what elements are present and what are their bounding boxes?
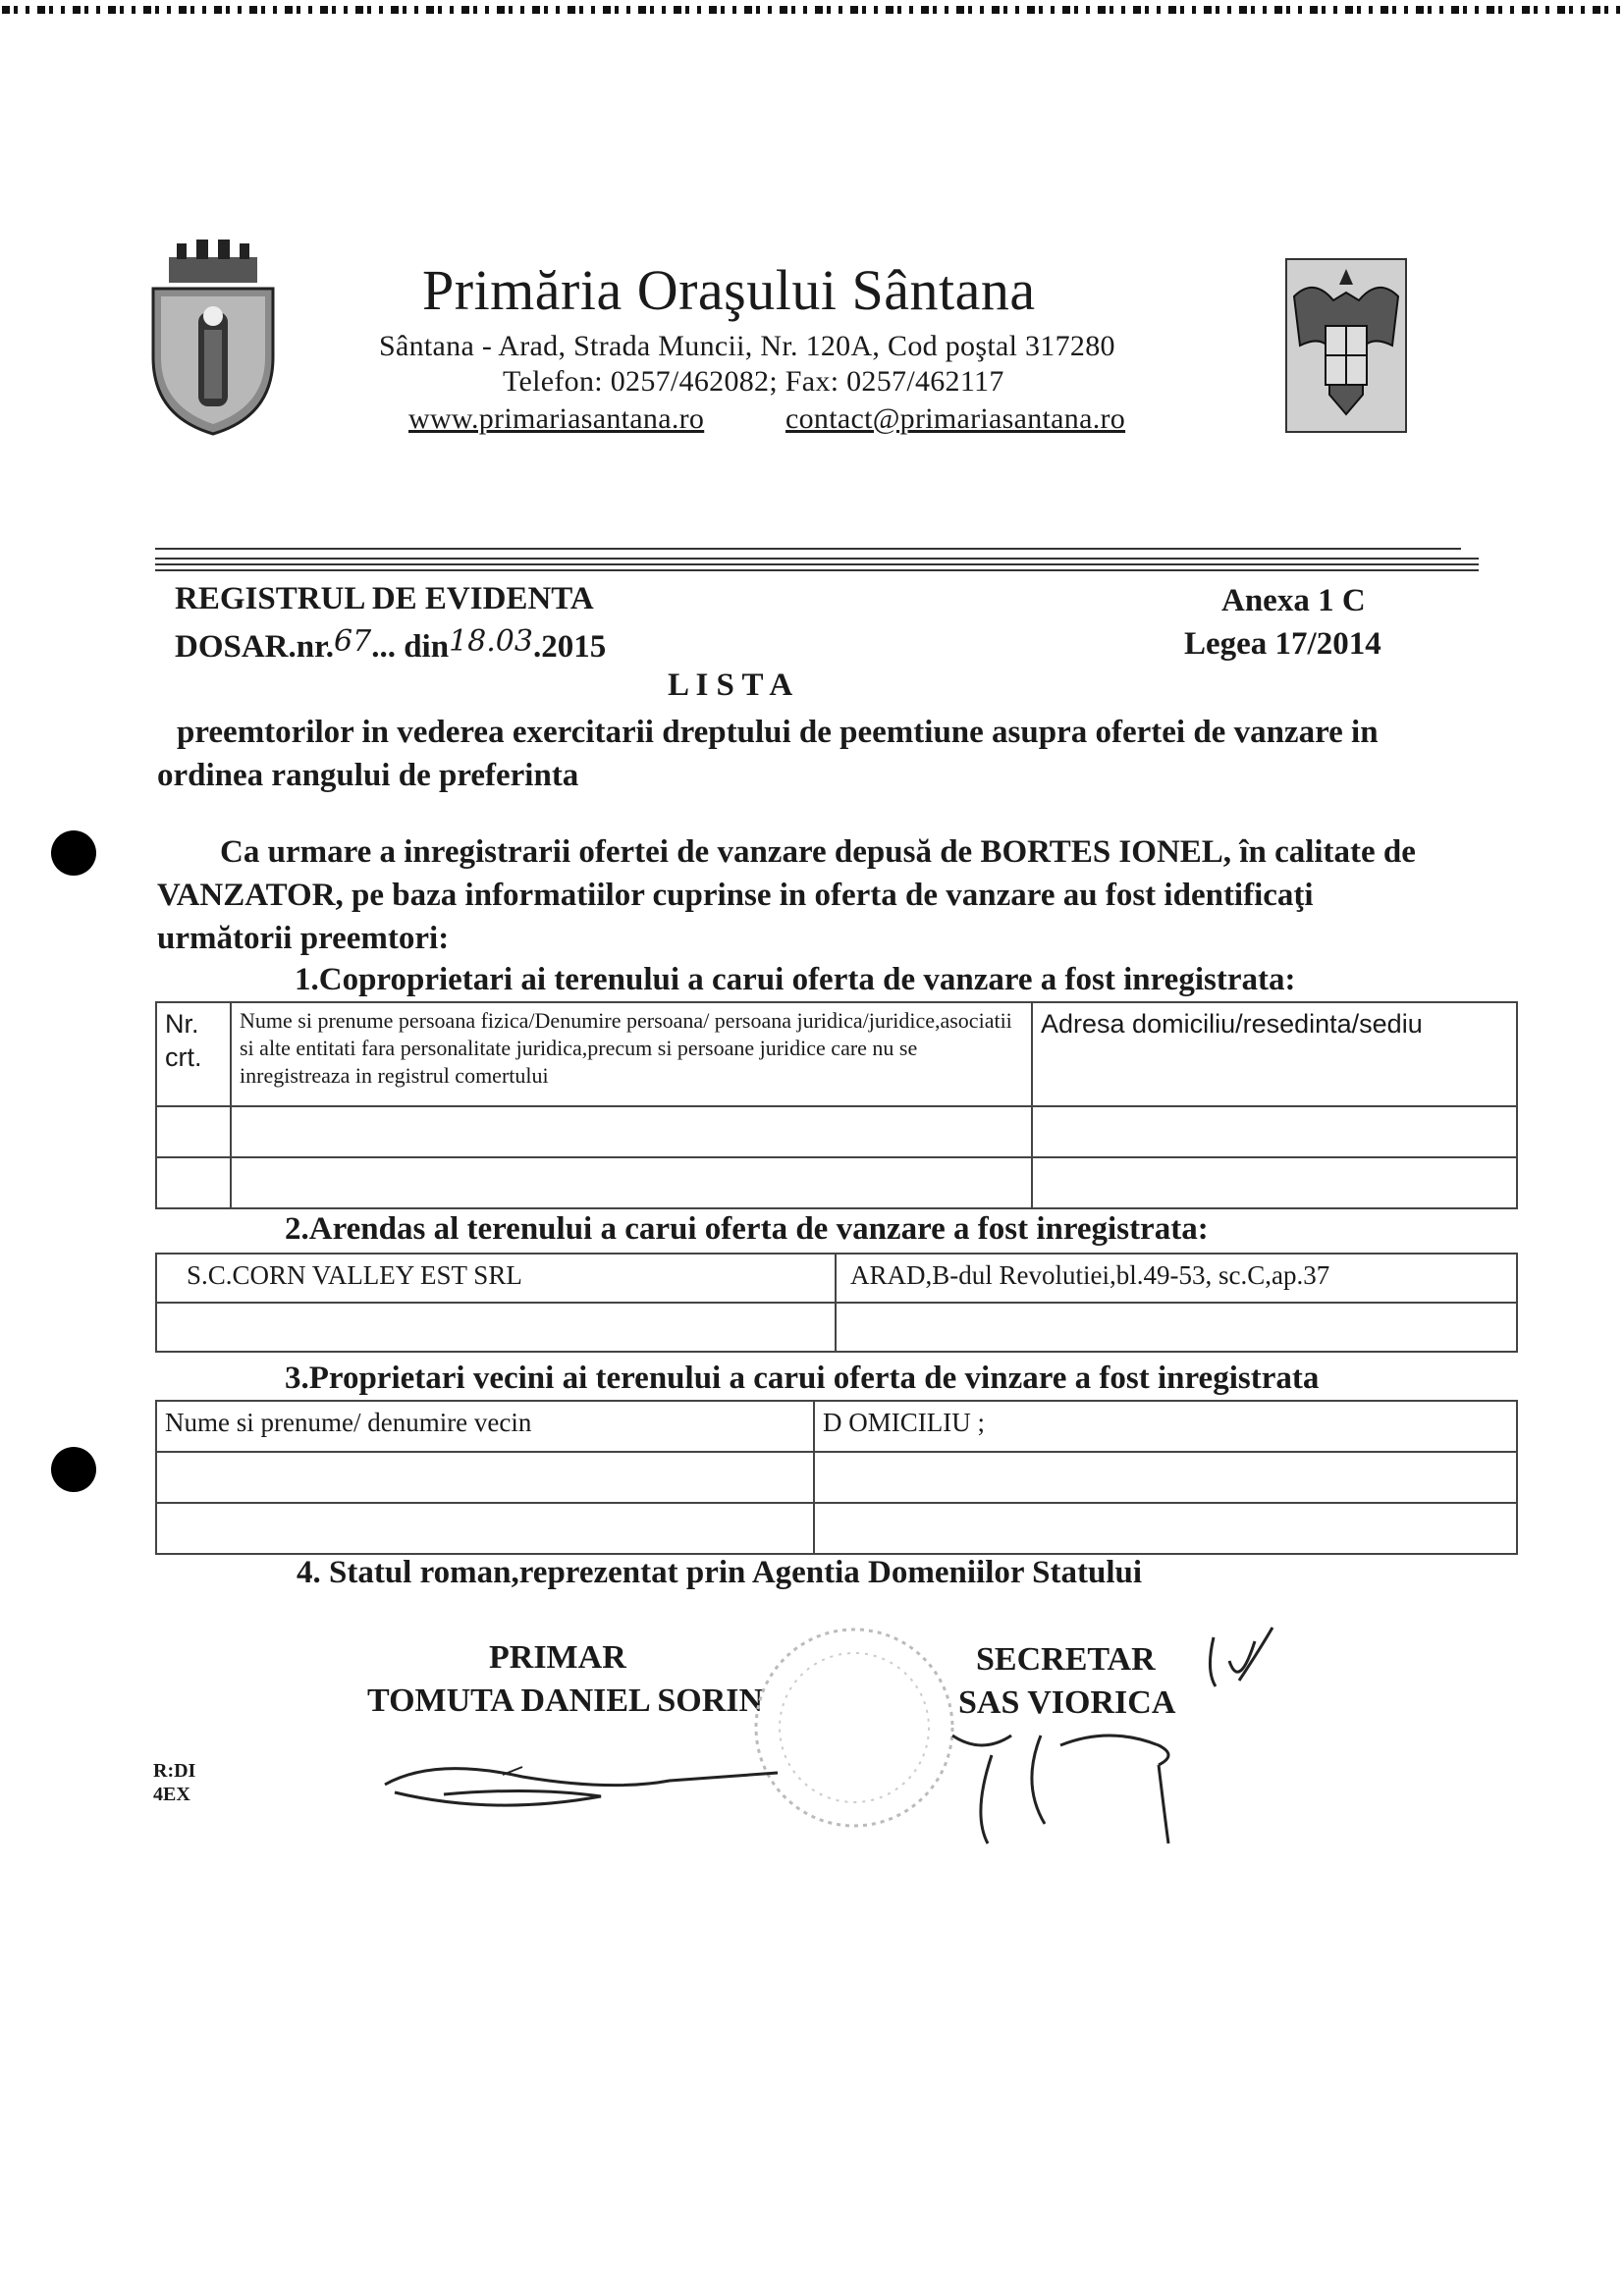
table-cell[interactable] [814, 1452, 1517, 1503]
perforation-mark [1463, 6, 1467, 14]
perforation-mark [591, 6, 595, 14]
perforation-mark [827, 6, 831, 14]
perforation-mark [1557, 6, 1565, 14]
table-row [156, 1157, 1517, 1208]
perforation-mark [1593, 6, 1600, 14]
perforation-mark [509, 6, 513, 14]
perforation-mark [638, 6, 646, 14]
perforation-mark [933, 6, 937, 14]
perforation-mark [544, 6, 548, 14]
perforation-mark [261, 6, 265, 14]
perforation-mark [1298, 6, 1302, 14]
perforation-mark [1380, 6, 1388, 14]
perforation-mark [1569, 6, 1573, 14]
perforation-mark [886, 6, 893, 14]
perforation-mark [956, 6, 964, 14]
perforation-mark [49, 6, 53, 14]
table-cell[interactable] [1032, 1106, 1517, 1157]
table-cell[interactable] [231, 1106, 1032, 1157]
secretar-signature-icon [943, 1726, 1198, 1853]
perforation-mark [721, 6, 725, 14]
table-cell[interactable] [156, 1303, 836, 1352]
lege-label: Legea 17/2014 [1184, 626, 1381, 662]
perforation-mark [1039, 6, 1043, 14]
coproprietari-table [155, 1001, 1518, 1209]
perforation-mark [461, 6, 469, 14]
national-coat-of-arms-icon [1284, 257, 1408, 434]
perforation-mark [1286, 6, 1290, 14]
col-domiciliu: D OMICILIU ; [814, 1401, 1517, 1452]
perforation-mark [1428, 6, 1432, 14]
perforation-mark [568, 6, 575, 14]
perforation-mark [1003, 6, 1007, 14]
perforation-mark [1180, 6, 1184, 14]
primar-title: PRIMAR [489, 1639, 626, 1676]
lista-heading: L I S T A [668, 667, 793, 703]
perforation-mark [61, 6, 65, 14]
perforation-mark [1581, 6, 1585, 14]
perforation-mark [1333, 6, 1337, 14]
secretar-initials-icon [1200, 1622, 1278, 1700]
perforation-mark [803, 6, 807, 14]
perforation-mark [426, 6, 434, 14]
institution-address: Sântana - Arad, Strada Muncii, Nr. 120A, Cod poştal 317280 [379, 330, 1115, 362]
table-cell[interactable] [156, 1452, 814, 1503]
perforation-mark [1416, 6, 1424, 14]
perforation-mark [1345, 6, 1353, 14]
perforation-mark [556, 6, 560, 14]
institution-phone: Telefon: 0257/462082; Fax: 0257/462117 [503, 365, 1004, 398]
perforation-mark [1192, 6, 1196, 14]
perforation-mark [379, 6, 383, 14]
table-row [156, 1303, 1517, 1352]
perforation-mark [815, 6, 823, 14]
perforation-mark [438, 6, 442, 14]
perforation-mark [179, 6, 187, 14]
perforation-mark [108, 6, 116, 14]
institution-email-link[interactable]: contact@primariasantana.ro [785, 402, 1126, 435]
perforation-mark [520, 6, 524, 14]
perforation-mark [874, 6, 878, 14]
col-nume-vecin: Nume si prenume/ denumire vecin [156, 1401, 814, 1452]
perforation-mark [1086, 6, 1090, 14]
perforation-mark [344, 6, 348, 14]
perforation-mark [850, 6, 858, 14]
perforation-mark [273, 6, 277, 14]
perforation-mark [992, 6, 1000, 14]
perforation-mark [921, 6, 929, 14]
punch-hole-bottom [51, 1447, 96, 1492]
perforation-mark [732, 6, 736, 14]
table-header-row [156, 1401, 1517, 1452]
perforation-mark [1239, 6, 1247, 14]
perforation-mark [1098, 6, 1106, 14]
perforation-mark [1322, 6, 1326, 14]
perforation-mark [791, 6, 795, 14]
perforation-mark [391, 6, 399, 14]
perforation-mark [167, 6, 171, 14]
perforation-mark [1510, 6, 1514, 14]
perforation-mark [780, 6, 787, 14]
perforation-mark [532, 6, 540, 14]
section2-title: 2.Arendas al terenului a carui oferta de vanzare a fost inregistrata: [285, 1211, 1209, 1247]
perforation-mark [862, 6, 866, 14]
perforation-mark [1545, 6, 1549, 14]
perforation-mark [96, 6, 100, 14]
primar-signature-icon [375, 1737, 787, 1826]
perforation-mark [756, 6, 760, 14]
perforation-mark [249, 6, 257, 14]
institution-title: Primăria Oraşului Sântana [422, 258, 1036, 322]
table-cell[interactable] [814, 1503, 1517, 1554]
vecini-table [155, 1400, 1518, 1555]
perforation-mark [709, 6, 717, 14]
perforation-mark [1404, 6, 1408, 14]
perforation-mark [615, 6, 619, 14]
section1-title: 1.Coproprietari ai terenului a carui oferta de vanzare a fost inregistrata: [295, 962, 1296, 997]
perforation-mark [485, 6, 489, 14]
perforation-mark [238, 6, 242, 14]
perforation-mark [320, 6, 328, 14]
perforation-mark [1015, 6, 1019, 14]
perforation-mark [1392, 6, 1396, 14]
table-cell[interactable] [231, 1157, 1032, 1208]
table-row [156, 1452, 1517, 1503]
perforation-mark [1157, 6, 1161, 14]
secretar-name: SAS VIORICA [958, 1684, 1176, 1721]
perforation-mark [1027, 6, 1035, 14]
arendas-table [155, 1253, 1518, 1353]
perforation-mark [132, 6, 135, 14]
perforation-mark [190, 6, 194, 14]
perforation-strip [0, 0, 1624, 22]
perforation-mark [579, 6, 583, 14]
perforation-mark [202, 6, 206, 14]
header-separator [155, 558, 1479, 575]
perforation-mark [1227, 6, 1231, 14]
perforation-mark [26, 6, 29, 14]
section4-text: 4. Statul roman,reprezentat prin Agentia Domeniilor Statului [297, 1555, 1143, 1590]
perforation-mark [1110, 6, 1113, 14]
dosar-number-handwritten: 67 [334, 624, 372, 659]
table-row [156, 1254, 1517, 1303]
perforation-mark [1604, 6, 1608, 14]
table-header-row [156, 1002, 1517, 1106]
table-cell[interactable] [836, 1303, 1517, 1352]
perforation-mark [626, 6, 630, 14]
perforation-mark [968, 6, 972, 14]
dosar-dots: ... [371, 629, 396, 665]
perforation-mark [226, 6, 230, 14]
perforation-mark [1616, 6, 1620, 14]
perforation-mark [497, 6, 505, 14]
perforation-mark [1498, 6, 1502, 14]
perforation-mark [308, 6, 312, 14]
perforation-mark [450, 6, 454, 14]
perforation-mark [297, 6, 300, 14]
perforation-mark [897, 6, 901, 14]
perforation-mark [945, 6, 948, 14]
din-year: .2015 [532, 629, 607, 665]
table-row [156, 1106, 1517, 1157]
table-row [156, 1503, 1517, 1554]
perforation-mark [2, 6, 10, 14]
perforation-mark [403, 6, 406, 14]
register-title: REGISTRUL DE EVIDENTA [175, 581, 594, 616]
perforation-mark [155, 6, 159, 14]
perforation-mark [1439, 6, 1443, 14]
perforation-mark [1534, 6, 1538, 14]
perforation-mark [1369, 6, 1373, 14]
perforation-mark [1168, 6, 1176, 14]
table-cell[interactable] [1032, 1157, 1517, 1208]
din-date-handwritten: 18.03 [449, 624, 533, 659]
header-top-rule [155, 548, 1461, 550]
perforation-mark [650, 6, 654, 14]
footer-note-line2: 4EX [153, 1784, 190, 1805]
col-adresa: Adresa domiciliu/resedinta/sediu [1032, 1002, 1517, 1106]
perforation-mark [1216, 6, 1219, 14]
table-cell[interactable] [156, 1157, 231, 1208]
perforation-mark [685, 6, 689, 14]
perforation-mark [1451, 6, 1459, 14]
perforation-mark [1475, 6, 1479, 14]
arendas-address: ARAD,B-dul Revolutiei,bl.49-53, sc.C,ap.37 [836, 1254, 1517, 1303]
perforation-mark [980, 6, 984, 14]
perforation-mark [839, 6, 842, 14]
perforation-mark [332, 6, 336, 14]
secretar-title: SECRETAR [976, 1641, 1156, 1678]
perforation-mark [603, 6, 611, 14]
perforation-mark [14, 6, 18, 14]
perforation-mark [1204, 6, 1212, 14]
footer-note-line1: R:DI [153, 1760, 196, 1782]
perforation-mark [414, 6, 418, 14]
dosar-prefix: DOSAR.nr. [175, 629, 334, 665]
perforation-mark [37, 6, 45, 14]
table-cell[interactable] [156, 1106, 231, 1157]
perforation-mark [1310, 6, 1318, 14]
perforation-mark [662, 6, 666, 14]
dosar-line [175, 624, 606, 666]
perforation-mark [697, 6, 701, 14]
anexa-label: Anexa 1 C [1221, 583, 1366, 618]
perforation-mark [1133, 6, 1141, 14]
din-label: din [404, 629, 450, 665]
primar-name: TOMUTA DANIEL SORIN [367, 1682, 764, 1719]
perforation-mark [355, 6, 363, 14]
perforation-mark [744, 6, 752, 14]
col-nume: Nume si prenume persoana fizica/Denumire persoana/ persoana juridica/juridice,asociatii si alte entitati fara personalitate juridica,precum si persoane juridice care nu se inregistreaza in registrul comertului [231, 1002, 1032, 1106]
perforation-mark [674, 6, 681, 14]
perforation-mark [1121, 6, 1125, 14]
table-cell[interactable] [156, 1503, 814, 1554]
perforation-mark [1145, 6, 1149, 14]
perforation-mark [120, 6, 124, 14]
punch-hole-top [51, 830, 96, 876]
perforation-mark [1062, 6, 1070, 14]
city-coat-of-arms-icon [147, 240, 279, 436]
section3-title: 3.Proprietari vecini ai terenului a carui oferta de vinzare a fost inregistrata [285, 1361, 1320, 1396]
perforation-mark [1251, 6, 1255, 14]
perforation-mark [367, 6, 371, 14]
perforation-mark [1522, 6, 1530, 14]
footer-note [153, 1759, 195, 1806]
perforation-mark [1357, 6, 1361, 14]
perforation-mark [143, 6, 151, 14]
perforation-mark [84, 6, 88, 14]
col-nr-crt: Nr. crt. [156, 1002, 231, 1106]
perforation-mark [909, 6, 913, 14]
perforation-mark [73, 6, 81, 14]
arendas-name: S.C.CORN VALLEY EST SRL [156, 1254, 836, 1303]
perforation-mark [1074, 6, 1078, 14]
lista-subtitle: preemtorilor in vederea exercitarii dreptului de peemtiune asupra ofertei de vanzare in ordinea rangului de preferinta [157, 715, 1379, 793]
perforation-mark [285, 6, 293, 14]
perforation-mark [768, 6, 772, 14]
perforation-mark [214, 6, 222, 14]
perforation-mark [1263, 6, 1267, 14]
perforation-mark [473, 6, 477, 14]
perforation-mark [1274, 6, 1282, 14]
intro-paragraph: Ca urmare a inregistrarii ofertei de vanzare depusă de BORTES IONEL, în calitate de VANZATOR, pe baza informatiilor cuprinse in oferta de vanzare au fost identificaţi următorii preemtori: [157, 834, 1416, 956]
perforation-mark [1487, 6, 1494, 14]
institution-website-link[interactable]: www.primariasantana.ro [408, 402, 705, 435]
perforation-mark [1051, 6, 1055, 14]
